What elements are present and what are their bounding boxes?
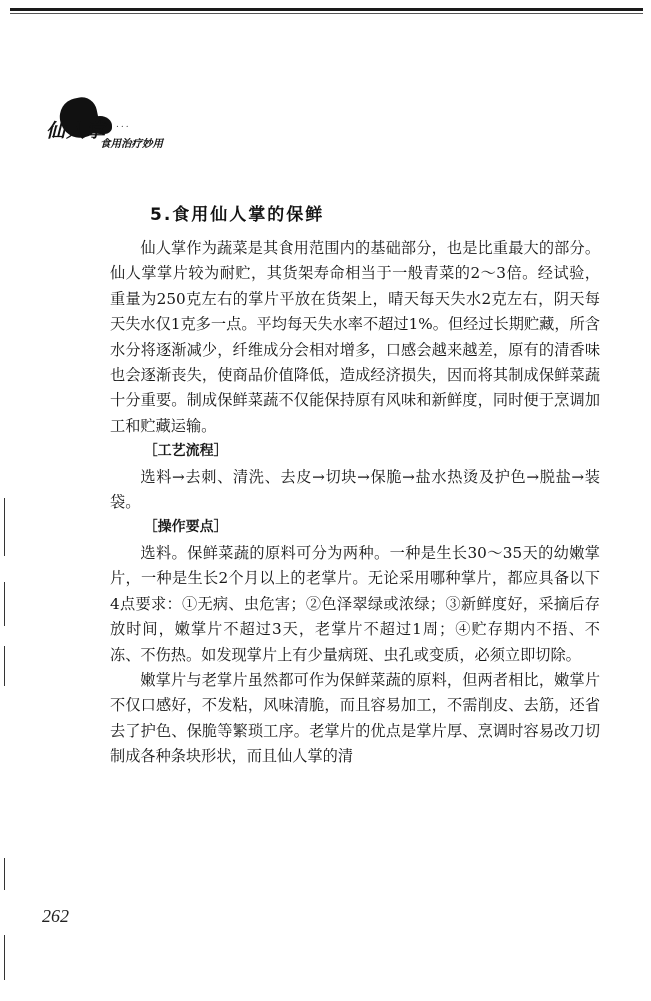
paragraph-material-selection: 选料。保鲜菜蔬的原料可分为两种。一种是生长30～35天的幼嫩掌片，一种是生长2个月以上的老掌片。无论采用哪种掌片，都应具备以下4点要求：①无病、虫危害；②色泽翠绿或浓绿；③新鲜度好，采摘后存放时间，嫩掌片不超过3天，老掌片不超过1周；④贮存期内不捂、不冻、不伤热。如发现掌片上有少量病斑、虫孔或变质，必须立即切除。 <box>110 543 600 664</box>
top-rule <box>10 8 643 11</box>
paragraph-comparison: 嫩掌片与老掌片虽然都可作为保鲜菜蔬的原料，但两者相比，嫩掌片不仅口感好，不发粘，风味清脆，而且容易加工，不需削皮、去筋，还省去了护色、保脆等繁琐工序。老掌片的优点是掌片厚、烹调时容易改刀切制成各种条块形状，而且仙人掌的清 <box>110 670 600 766</box>
paragraph-intro: 仙人掌作为蔬菜是其食用范围内的基础部分，也是比重最大的部分。仙人掌掌片较为耐贮，其货架寿命相当于一般青菜的2～3倍。经试验，重量为250克左右的掌片平放在货架上，晴天每天失水2克左右，阴天每天失水仅1克多一点。平均每天失水率不超过1%。但经过长期贮藏，所含水分将逐渐减少，纤维成分会相对增多，口感会越来越差，原有的清香味也会逐渐丧失，使商品价值降低，造成经济损失，因而将其制成保鲜菜蔬十分重要。制成保鲜菜蔬不仅能保持原有风味和新鲜度，同时便于烹调加工和贮藏运输。 <box>110 239 600 435</box>
margin-mark <box>4 858 5 890</box>
margin-mark <box>4 935 5 980</box>
logo-subtitle: 食用治疗妙用 <box>100 138 163 150</box>
margin-mark <box>4 498 5 556</box>
label-operation-points: ［操作要点］ <box>143 519 228 536</box>
body-text <box>110 236 600 770</box>
paragraph-process-flow: 选料→去刺、清洗、去皮→切块→保脆→盐水热烫及护色→脱盐→装袋。 <box>110 467 600 512</box>
margin-mark <box>4 646 5 686</box>
top-rule-thin <box>10 13 643 14</box>
logo-dots: ... <box>116 120 131 130</box>
logo-title: 仙人掌 <box>46 120 107 142</box>
page-number: 262 <box>42 906 69 926</box>
section-heading: 5.食用仙人掌的保鲜 <box>150 205 325 225</box>
header-logo <box>40 98 210 168</box>
margin-mark <box>4 582 5 626</box>
label-process-flow: ［工艺流程］ <box>143 443 228 460</box>
